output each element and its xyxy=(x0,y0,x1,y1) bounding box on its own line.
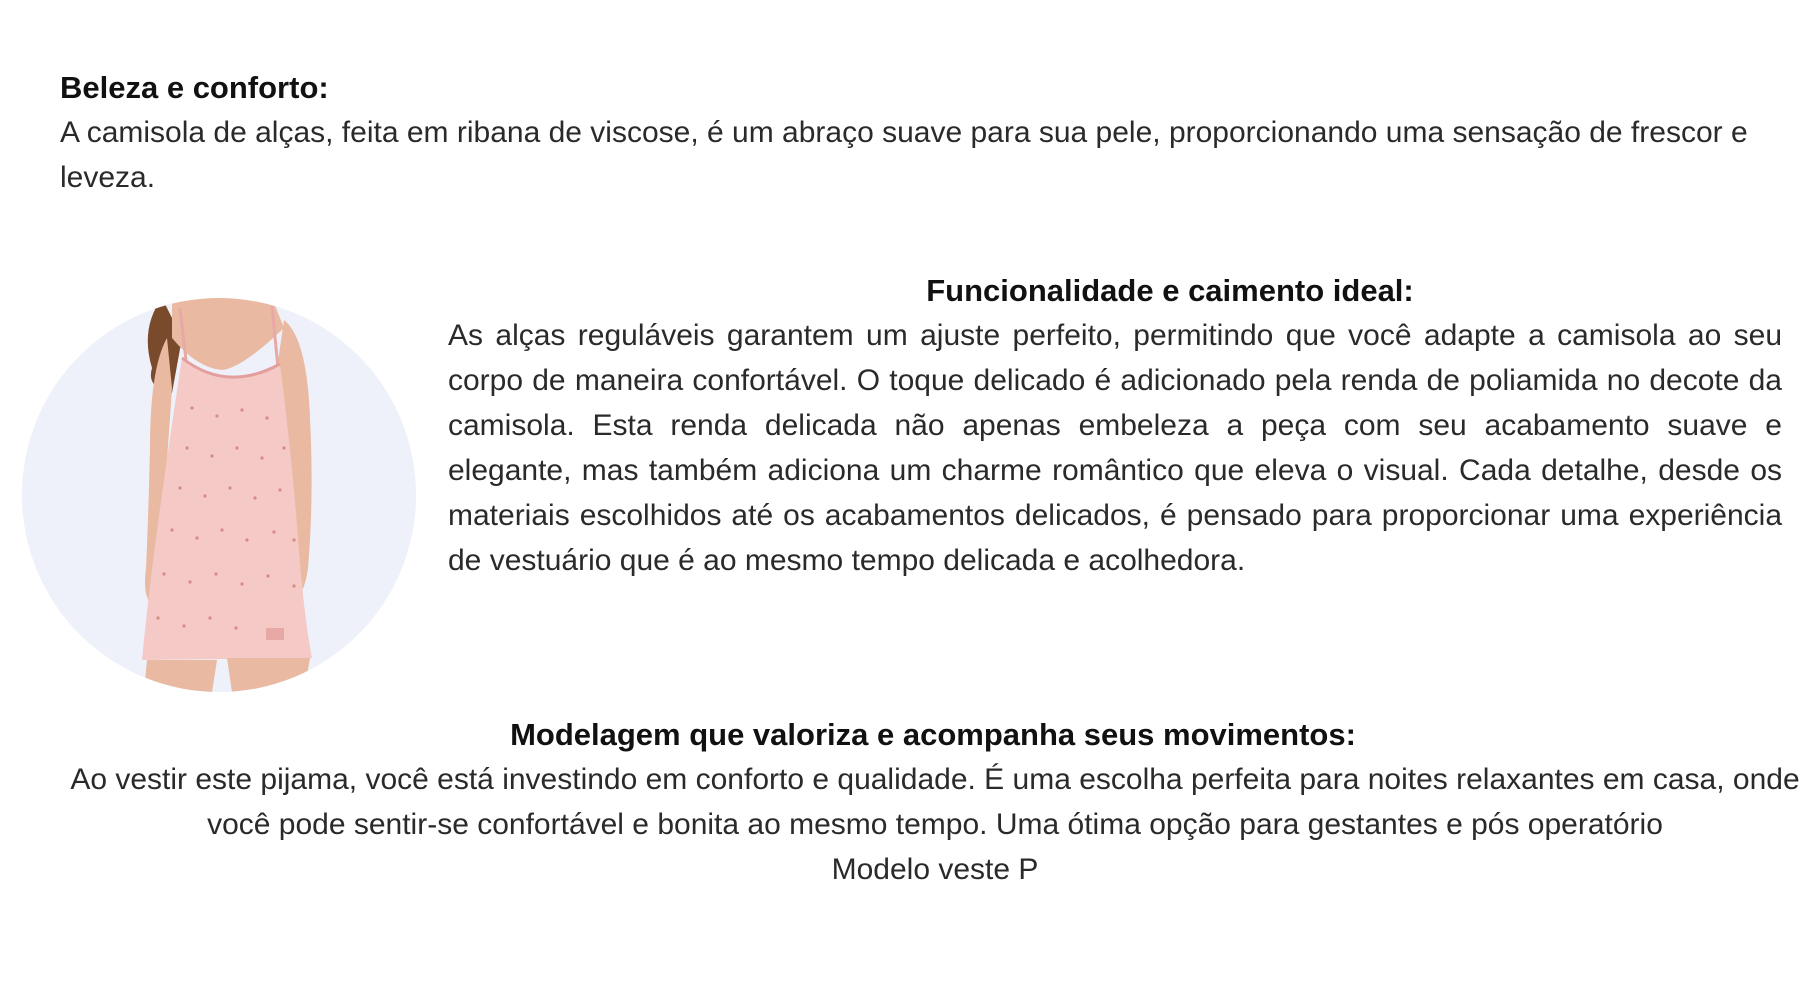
section-heading: Funcionalidade e caimento ideal: xyxy=(926,273,1414,308)
section-modelagem xyxy=(70,712,1800,892)
section-paragraph: A camisola de alças, feita em ribana de viscose, é um abraço suave para sua pele, proporcionando uma sensação de frescor e leveza. xyxy=(60,116,1748,194)
section-funcionalidade-caimento xyxy=(448,268,1782,583)
nightgown-model-illustration xyxy=(22,298,416,692)
product-photo xyxy=(22,298,416,692)
section-heading: Beleza e conforto: xyxy=(60,70,329,105)
section-heading: Modelagem que valoriza e acompanha seus movimentos: xyxy=(510,717,1356,752)
section-beleza-conforto xyxy=(60,65,1760,200)
model-size-note: Modelo veste P xyxy=(831,853,1039,886)
section-paragraph: Ao vestir este pijama, você está investindo em conforto e qualidade. É uma escolha perfeita para noites relaxantes em casa, onde você pode sentir-se confortável e bonita ao mesmo tempo. Uma ótima opção para gestantes e pós operatório xyxy=(70,763,1800,841)
section-paragraph: As alças reguláveis garantem um ajuste perfeito, permitindo que você adapte a camisola ao seu corpo de maneira confortável. O toque delicado é adicionado pela renda de poliamida no decote da camisola. Esta renda delicada não apenas embeleza a peça com seu acabamento suave e elegante, mas também adiciona um charme romântico que eleva o visual. Cada detalhe, desde os materiais escolhidos até os acabamentos delicados, é pensado para proporcionar uma experiência de vestuário que é ao mesmo tempo delicada e acolhedora. xyxy=(448,319,1782,577)
